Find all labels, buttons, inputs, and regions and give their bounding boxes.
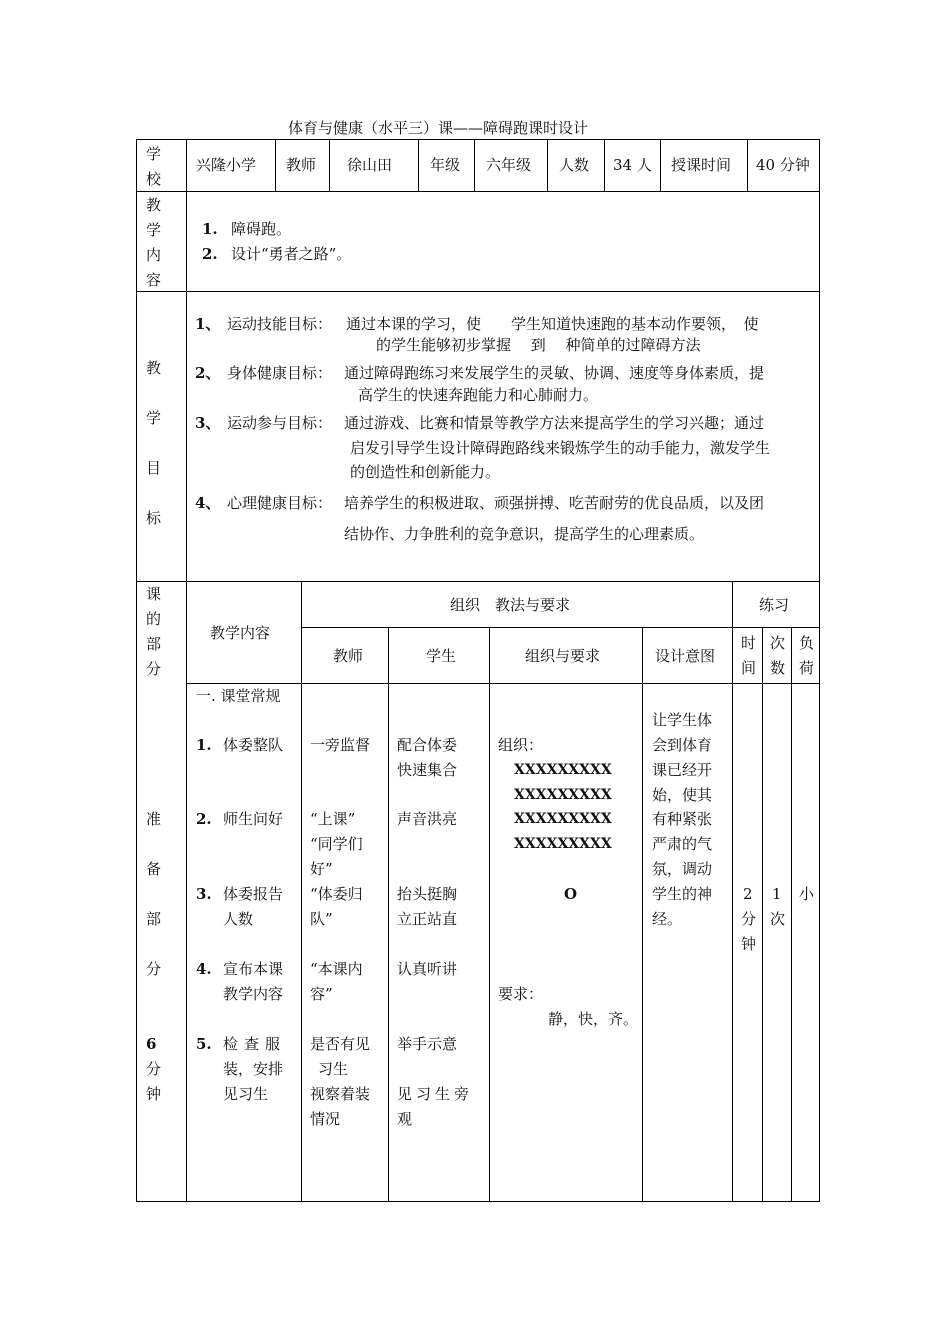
req-label: 要求： [498,985,544,1003]
item-content: 师生问好 [223,810,284,828]
goal-num: 2、 [195,364,221,382]
goal-text: 通过本课的学习，使 学生知道快速跑的基本动作要领， 使 [346,315,759,333]
item-num: 4. [196,960,212,978]
formation-row: XXXXXXXXX [514,836,612,852]
teacher-action: 是否有见 [310,1035,371,1053]
req-text: 静，快，齐。 [548,1010,639,1028]
goal-text: 培养学生的积极进取、顽强拼搏、吃苦耐劳的优良品质，以及团 [344,494,765,512]
item-num: 2. [196,810,212,828]
student-action: 认真听讲 [397,960,458,978]
student-action: 声音洪亮 [397,810,458,828]
student-header: 学生 [426,647,457,665]
formation-row: XXXXXXXXX [514,787,612,803]
item-num: 1. [196,736,212,754]
teacher-action: 习生 [318,1060,349,1078]
item-content: 教学内容 [223,985,284,1003]
part-header: 课的部分 [146,585,162,678]
student-action: 抬头挺胸 [397,885,458,903]
item-content: 体委报告 [223,885,284,903]
goal-num: 4、 [195,494,221,512]
teacher-position-mark: O [564,885,578,903]
goal-text: 高学生的快速奔跑能力和心肺耐力。 [358,386,599,404]
item-num: 3. [196,885,212,903]
content-item-num: 1. [202,220,218,238]
item-num: 5. [196,1035,212,1053]
teacher-action: 容” [310,985,333,1003]
item-content: 装，安排 [223,1060,284,1078]
goal-num: 1、 [195,315,221,333]
grade-value: 六年级 [486,156,532,174]
practice-load: 小 [799,885,815,903]
teacher-action: “体委归 [310,885,363,903]
goal-text: 启发引导学生设计障碍跑路线来锻炼学生的动手能力，激发学生 [350,439,771,457]
teacher-action: 情况 [310,1110,341,1128]
teacher-value: 徐山田 [347,156,393,174]
formation-row: XXXXXXXXX [514,762,612,778]
school-label: 学校 [146,145,162,188]
goals-label: 教学目标 [146,359,162,527]
teacher-label: 教师 [286,156,317,174]
goal-num: 3、 [195,414,221,432]
goal-text: 结协作、力争胜利的竞争意识，提高学生的心理素质。 [344,525,705,543]
goal-text: 的学生能够初步掌握 到 种简单的过障碍方法 [376,336,701,354]
load-header: 负荷 [799,634,815,677]
time-label: 授课时间 [671,156,732,174]
content-header: 教学内容 [210,624,271,642]
teacher-action: “上课” [310,810,356,828]
content-label: 教学内容 [146,196,162,289]
goal-name: 身体健康目标： [227,364,333,382]
student-action: 观 [397,1110,413,1128]
content-item: 障碍跑。 [231,220,292,238]
item-content: 见习生 [223,1085,269,1103]
goal-text: 通过障碍跑练习来发展学生的灵敏、协调、速度等身体素质，提 [344,364,765,382]
org-req-header: 组织与要求 [525,647,601,665]
teacher-action: 好” [310,860,333,878]
school-value: 兴隆小学 [196,156,257,174]
time-header: 时间 [741,634,757,677]
student-action: 见习生旁 [397,1085,474,1103]
student-action: 举手示意 [397,1035,458,1053]
student-action: 配合体委 [397,736,458,754]
org-label: 组织： [498,736,544,754]
goal-name: 心理健康目标： [227,494,333,512]
count-label: 人数 [559,156,590,174]
teacher-action: “本课内 [310,960,363,978]
goal-text: 通过游戏、比赛和情景等教学方法来提高学生的学习兴趣；通过 [344,414,765,432]
practice-header: 练习 [759,596,790,614]
section-heading: 一. 课堂常规 [196,687,281,705]
times-header: 次数 [770,634,786,677]
item-content: 人数 [223,910,254,928]
student-action: 立正站直 [397,910,458,928]
item-content: 体委整队 [223,736,284,754]
goal-text: 的创造性和创新能力。 [350,463,501,481]
content-item-num: 2. [202,245,218,263]
time-value: 40 分钟 [756,156,810,174]
goal-name: 运动参与目标： [227,414,333,432]
grade-label: 年级 [430,156,461,174]
item-content: 检查服 [223,1035,287,1053]
teacher-action: 一旁监督 [310,736,371,754]
teacher-action: “同学们 [310,835,363,853]
count-value: 34 人 [613,156,652,174]
student-action: 快速集合 [397,761,458,779]
formation-row: XXXXXXXXX [514,811,612,827]
design-header: 设计意图 [655,647,716,665]
goal-name: 运动技能目标： [227,315,333,333]
content-item: 设计“勇者之路”。 [231,245,352,263]
teacher-header: 教师 [333,647,364,665]
teacher-action: 队” [310,910,333,928]
page-title: 体育与健康（水平三）课——障碍跑课时设计 [288,119,589,137]
teacher-action: 视察着装 [310,1085,371,1103]
item-content: 宣布本课 [223,960,284,978]
org-header: 组织 教法与要求 [450,596,571,614]
